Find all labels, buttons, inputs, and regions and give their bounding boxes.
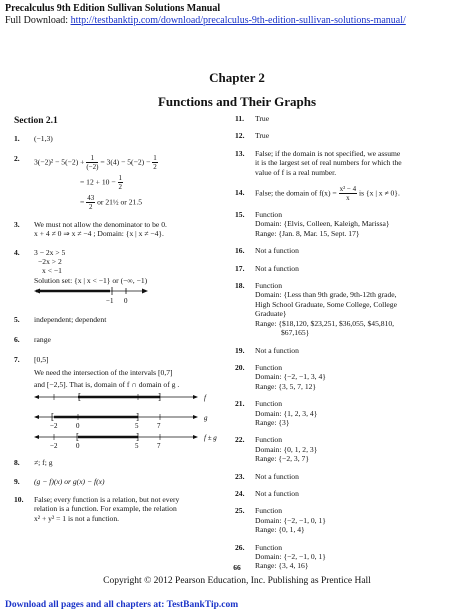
download-prefix: Full Download: [5,15,71,26]
answer-line: $67,165} [281,328,310,338]
answer-line: Range: {3, 4, 16} [255,561,309,571]
equals-sign: = [80,197,85,207]
line-label-f: f [204,393,206,402]
answer-number: 22. [235,435,245,445]
line-label-g: g [204,413,208,422]
answer-line: Function [255,362,283,372]
manual-title: Precalculus 9th Edition Sullivan Solutions Manual [5,3,221,14]
svg-text:]: ] [158,391,161,402]
svg-text:]: ] [136,411,139,422]
answer-15 [235,210,467,238]
answer-number: 12. [235,131,245,141]
answer-line: it is the largest set of real numbers for which the [255,158,402,168]
download-line [5,15,406,27]
answer-line: x < −1 [42,266,62,276]
copyright-line: Copyright © 2012 Pearson Education, Inc. Publishing as Prentice Hall [103,576,371,586]
answer-line: value of f is a real number. [255,167,337,177]
chapter-number: Chapter 2 [209,70,265,85]
tick-label: 7 [157,441,161,450]
answer-5 [14,315,219,324]
answer-line: relation is a function. For example, the relation [34,504,177,514]
answer-number: 5. [14,314,20,324]
answer-line: −2x > 2 [38,257,62,267]
answer-number: 24. [235,488,245,498]
answer-text: (g − f)(x) or g(x) − f(x) [34,476,105,486]
answer-number: 14. [235,188,245,198]
answer-number: 10. [14,494,24,504]
tick-label: 5 [135,441,139,450]
answer-text: Not a function [255,246,299,256]
answer-line: 3 − 2x > 5 [34,247,66,257]
answer-14 [235,185,467,202]
answer-number: 23. [235,471,245,481]
answer-line: Domain: {−2, −1, 0, 1} [255,515,326,525]
answer-number: 2. [14,153,20,163]
expr-part: or 21½ or 21.5 [95,197,143,207]
answer-line: Solution set: {x | x < −1} or (−∞, −1) [34,275,148,285]
answer-text: range [34,335,51,345]
answer-text: True [255,131,270,141]
answer-12 [235,131,467,140]
fraction: $\frac{1}{2}$ [118,173,123,191]
answer-line: Range: {0, 1, 4} [255,525,305,535]
answer-line: Domain: {−2, −1, 3, 4} [255,372,326,382]
tick-label: 0 [76,421,80,430]
expr-part: = 12 + 10 − [80,177,118,187]
answer-line: Domain: {1, 2, 3, 4} [255,408,318,418]
answer-line: Graduate} [255,309,287,319]
answer-line: Range: {$18,120, $23,251, $36,055, $45,810, [255,318,395,328]
answer-line: Domain: {Elvis, Colleen, Kaleigh, Marissa} [255,219,390,229]
tick-label: 7 [157,421,161,430]
answer-text: Not a function [255,471,299,481]
answer-line: Range: {3, 5, 7, 12} [255,381,317,391]
answer-text: True [255,114,270,123]
answer-21 [235,399,467,427]
tick-label: −2 [50,441,58,450]
answer-line: Function [255,506,283,516]
answer-line: Domain: {0, 1, 2, 3} [255,444,318,454]
answer-text: False; the domain of f(x) = [255,188,339,198]
answer-line: False; every function is a relation, but not every [34,494,180,504]
answer-2 [14,154,219,211]
answer-number: 1. [14,134,20,144]
page-header [5,3,406,27]
section-heading: Section 2.1 [14,116,58,126]
svg-text:[: [ [51,411,54,422]
answer-text: is {x | x ≠ 0}. [357,188,400,198]
answer-6 [14,335,219,344]
page-number: 66 [233,563,241,572]
answer-line: x + 4 ≠ 0 ⇒ x ≠ −4 ; Domain: {x | x ≠ −4}. [34,229,164,239]
answer-line: We need the intersection of the intervals [0,7] [34,367,173,377]
answer-line: Domain: {Less than 9th grade, 9th-12th grade, [255,290,397,300]
answer-text: Not a function [255,488,299,498]
answer-19 [235,346,467,355]
answer-number: 3. [14,219,20,229]
tick-label: −1 [106,297,114,306]
answer-10 [14,495,219,523]
fraction: $\frac{\text{x² − 4}}{x}$ [339,185,357,203]
answer-18 [235,281,467,337]
answer-line: Domain: {−2, −1, 0, 1} [255,552,326,561]
answer-24 [235,489,467,498]
left-column [14,117,219,523]
expr-part: 3(−2)² − 5(−2) + [34,157,87,167]
answer-text: independent; dependent [34,314,107,324]
answer-number: 20. [235,362,245,372]
fraction: $\frac{43}{2}$ [87,193,95,211]
answer-number: 9. [14,476,20,486]
answer-line: False; if the domain is not specified, we assume [255,148,401,158]
answer-line: Range: {Jan. 8, Mar. 15, Sept. 17} [255,228,360,238]
answer-7 [14,355,219,453]
answer-line: Range: {3} [255,417,290,427]
answer-number: 11. [235,114,245,123]
answer-3 [14,220,219,239]
answer-line: Function [255,281,283,291]
answer-text: ≠; f; g [34,458,53,468]
chapter-title: Functions and Their Graphs [157,94,317,109]
answer-text: [0,5] [34,355,49,365]
answer-text: Not a function [255,263,299,273]
answer-number: 25. [235,506,245,516]
answer-16 [235,246,467,255]
answer-9 [14,477,219,486]
tick-label: −2 [50,421,58,430]
answer-number: 6. [14,335,20,345]
answer-17 [235,264,467,273]
answer-line: and [−2,5]. That is, domain of f ∩ domain of g . [34,380,180,390]
answer-25 [235,506,467,534]
answer-text: Not a function [255,345,299,355]
tick-label: 5 [135,421,139,430]
svg-text:[: [ [76,431,79,442]
svg-text:]: ] [136,431,139,442]
expr-part: = 3(4) − 5(−2) − [98,157,153,167]
answer-text: (−1,3) [34,134,53,144]
answer-line: We must not allow the denominator to be 0. [34,219,167,229]
tick-label: 0 [76,441,80,450]
answer-line: Function [255,435,283,445]
answer-line: Function [255,399,283,409]
answer-line: Function [255,542,283,552]
answer-number: 7. [14,355,20,365]
answer-number: 16. [235,246,245,256]
tick-label: 0 [124,297,128,306]
answer-line: Function [255,210,283,220]
answer-8 [14,458,219,467]
answer-number: 4. [14,247,20,257]
download-footer-link[interactable]: Download all pages and all chapters at: TestBankTip.com [5,600,239,610]
answer-4 [14,248,219,308]
right-column [235,114,467,571]
answer-number: 17. [235,263,245,273]
answer-20 [235,363,467,391]
answer-line: High School Graduate, Some College, College [255,299,397,309]
fraction: $\frac{1}{(-2)}$ [86,153,99,171]
answer-number: 19. [235,345,245,355]
line-label-fg: f ± g [204,433,217,442]
answer-number: 15. [235,210,245,220]
answer-22 [235,435,467,463]
answer-number: 13. [235,148,245,158]
answer-11 [235,114,467,123]
answer-line: Range: {−2, 3, 7} [255,454,309,464]
number-line [34,285,154,305]
answer-23 [235,472,467,481]
answer-number: 26. [235,542,245,552]
svg-text:[: [ [78,391,81,402]
answer-line: x² + y² = 1 is not a function. [34,513,120,523]
download-link[interactable]: http://testbanktip.com/download/precalculus-9th-edition-sullivan-solutions-manual/ [70,15,406,26]
answer-13 [235,149,467,177]
fraction: $\frac{1}{2}$ [153,153,157,171]
answer-1 [14,134,219,143]
answer-number: 21. [235,399,245,409]
answer-number: 8. [14,458,20,468]
answer-number: 18. [235,281,245,291]
interval-diagram [34,391,224,451]
